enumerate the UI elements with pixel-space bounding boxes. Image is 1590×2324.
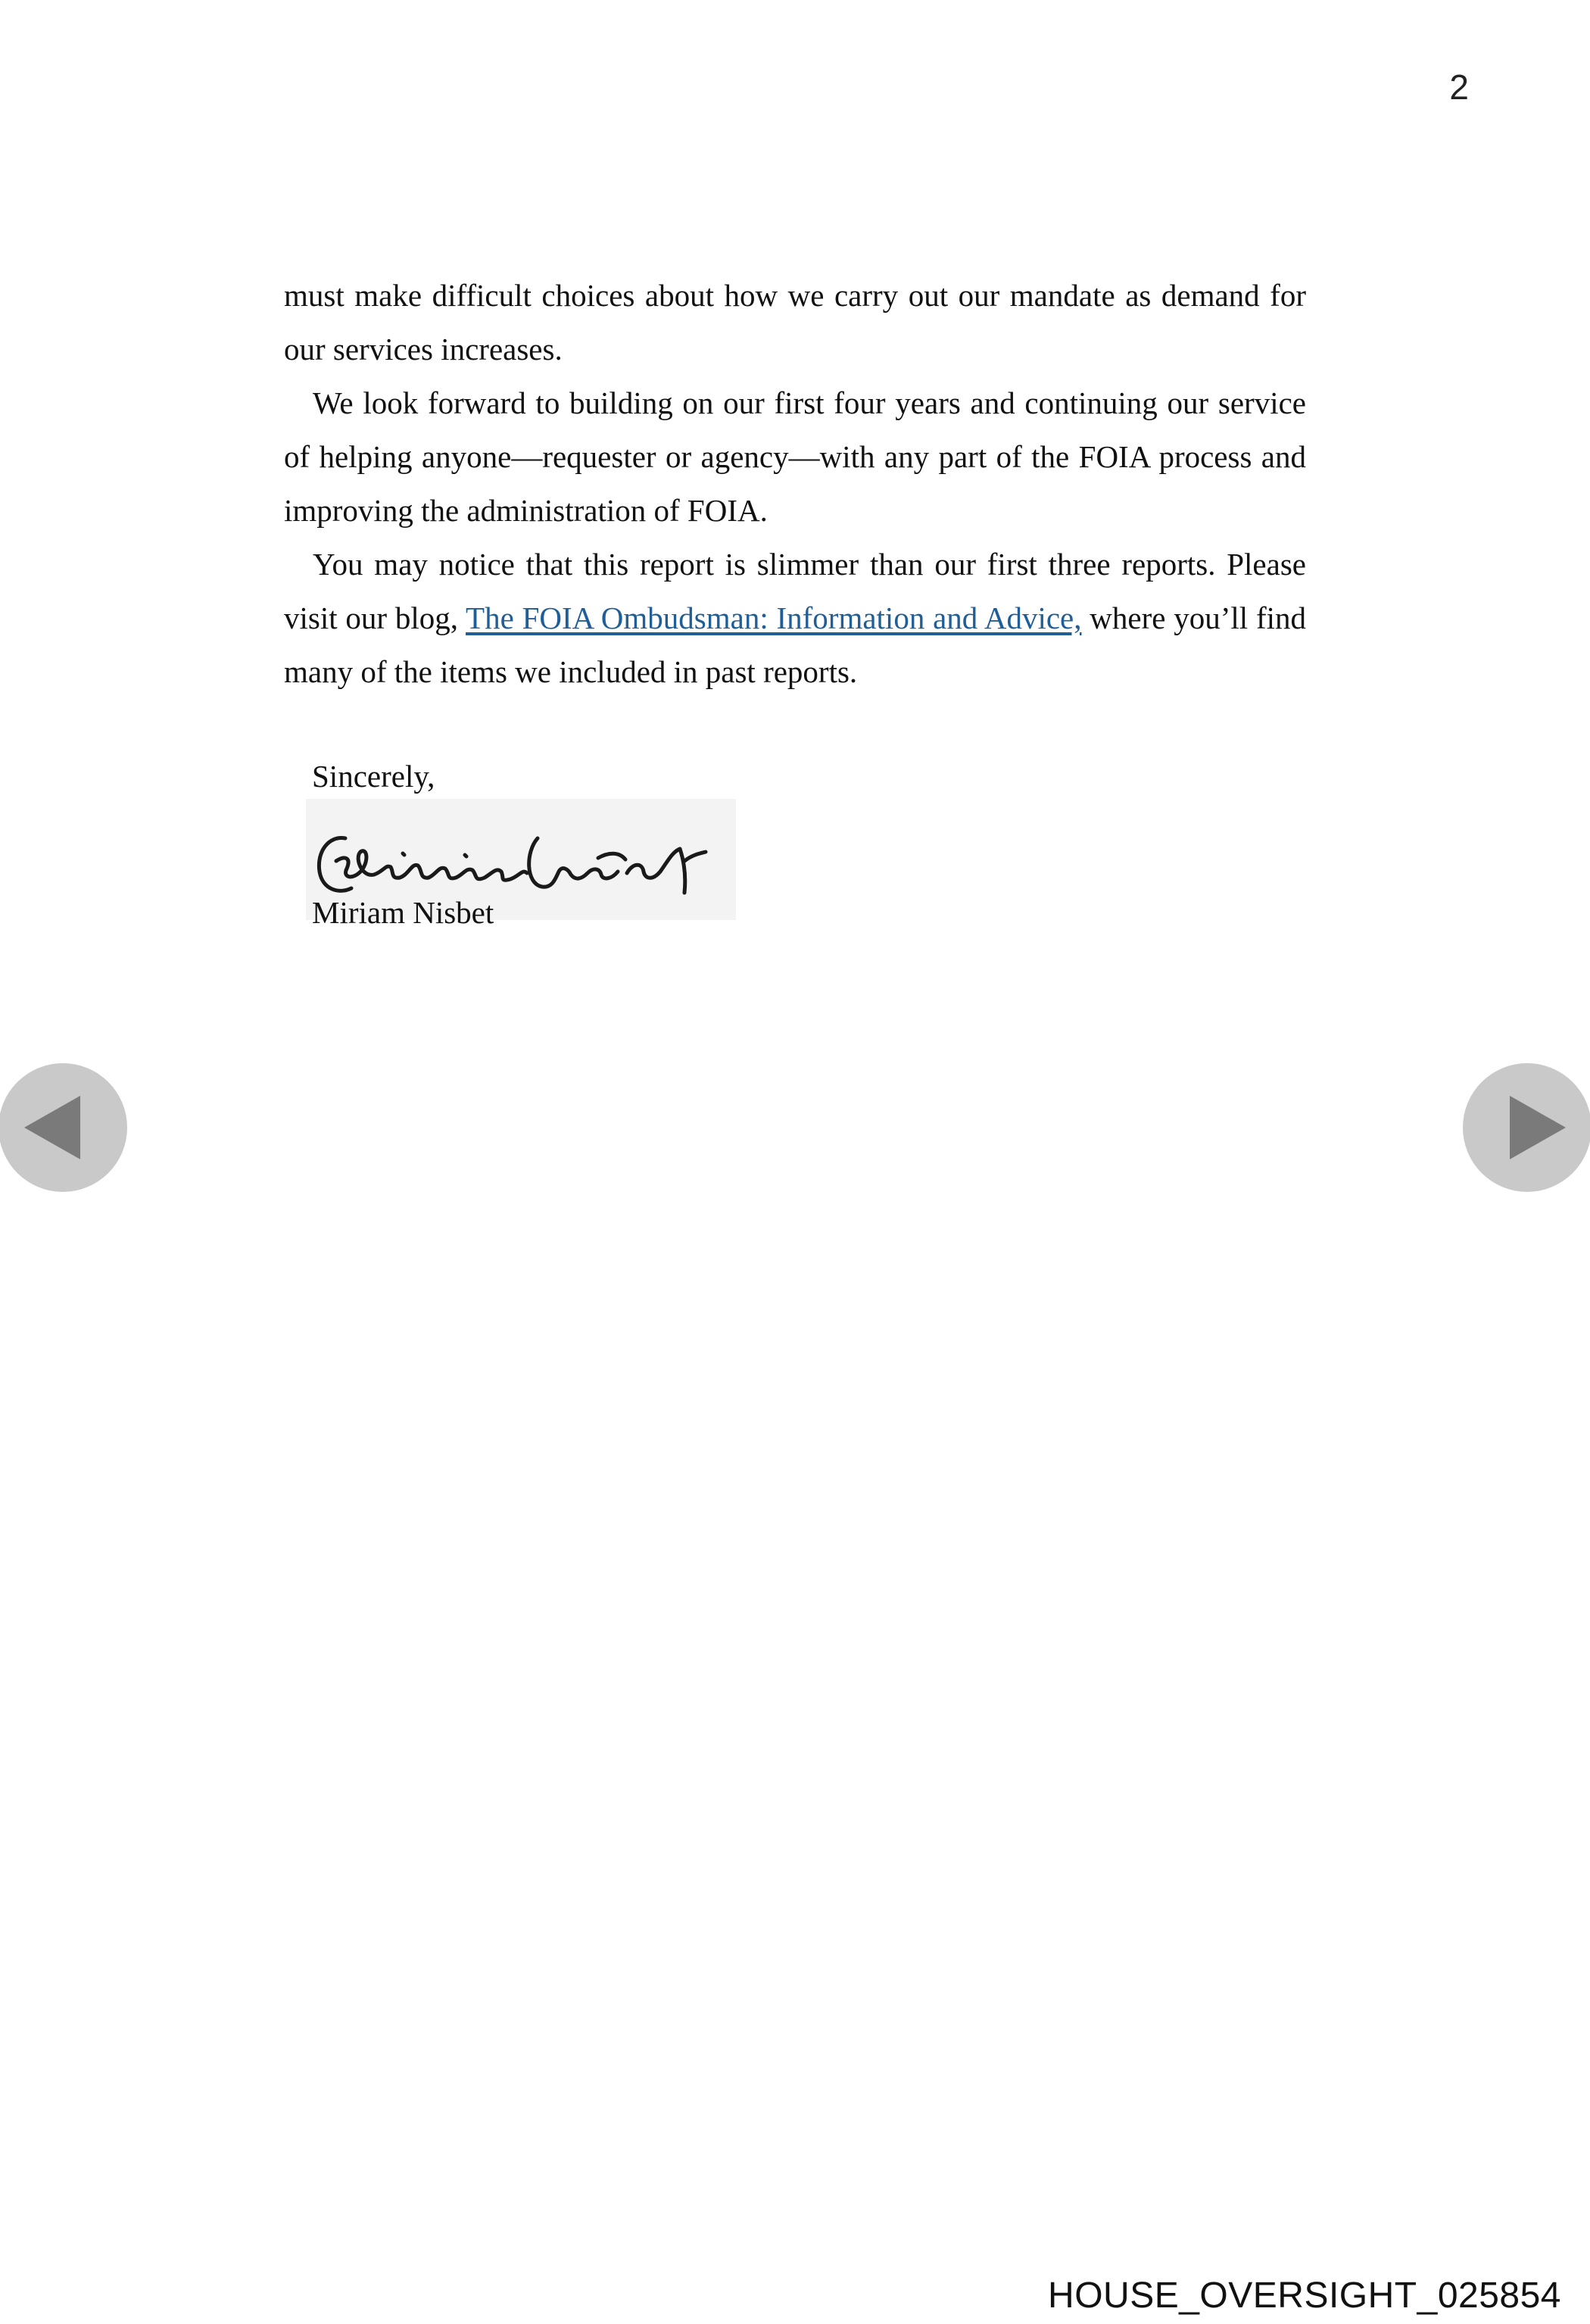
page-number: 2 bbox=[1449, 67, 1469, 107]
paragraph-3 bbox=[284, 538, 1306, 699]
next-page-button[interactable] bbox=[1463, 1063, 1590, 1192]
paragraph-3-text-before: You may notice that this report is slimmer than our first three reports. Please visit our blog, bbox=[284, 547, 1306, 635]
paragraph-2: We look forward to building on our first four years and continuing our service of helping anyone—requester or agency—with any part of the FOIA process and improving the administration of FOIA. bbox=[284, 385, 1306, 528]
signer-name: Miriam Nisbet bbox=[312, 895, 494, 930]
blog-link[interactable]: The FOIA Ombudsman: Information and Advice, bbox=[466, 600, 1082, 635]
triangle-right-icon bbox=[1463, 1063, 1590, 1192]
previous-page-button[interactable] bbox=[0, 1063, 127, 1192]
bates-number: HOUSE_OVERSIGHT_025854 bbox=[1048, 2276, 1561, 2316]
closing: Sincerely, bbox=[312, 759, 435, 794]
paragraph-1: must make difficult choices about how we carry out our mandate as demand for our services increases. bbox=[284, 278, 1306, 367]
letter-body bbox=[284, 269, 1306, 699]
triangle-left-icon bbox=[0, 1063, 127, 1192]
paragraph-3-text-after: where you’ll find many of the items we included in past reports. bbox=[284, 600, 1306, 689]
